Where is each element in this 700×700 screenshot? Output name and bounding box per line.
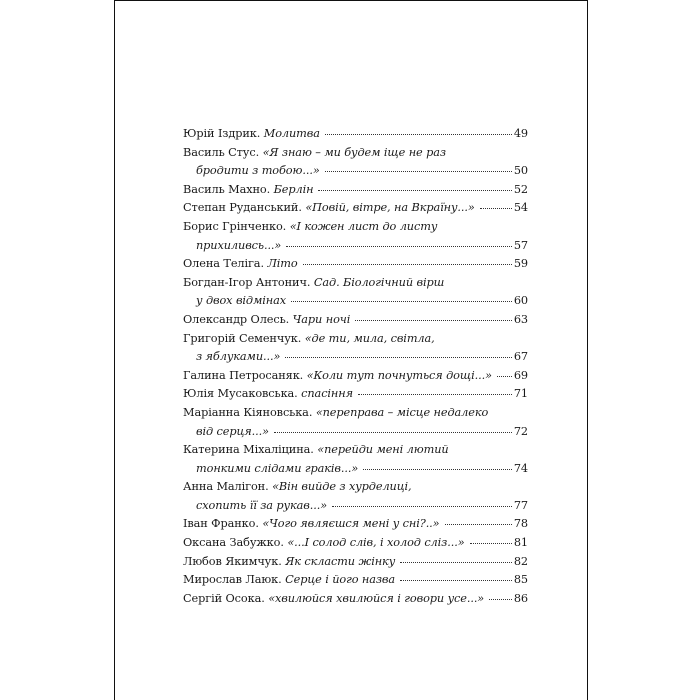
toc-entry-first-line (183, 255, 528, 274)
toc-title: Молитва (263, 127, 320, 140)
toc-entry (183, 441, 528, 478)
toc-title: Чари ночі (292, 312, 351, 326)
toc-title: «хвилюйся хвилюйся і говори усе...» (268, 591, 485, 605)
toc-title: «де ти, мила, світла, (304, 331, 435, 345)
toc-entry-first-line (183, 181, 528, 200)
toc-page-number: 81 (513, 536, 528, 550)
toc-entry (183, 478, 528, 515)
toc-leader-dots (363, 468, 512, 470)
toc-title: «переправа – місце недалеко (315, 405, 489, 419)
toc-entry (183, 404, 528, 441)
toc-entry (183, 534, 528, 553)
toc-title: Берлін (273, 182, 314, 196)
toc-title: «І кожен лист до листу (289, 219, 438, 233)
toc-leader-dots (325, 170, 512, 172)
toc-leader-dots (400, 561, 512, 563)
toc-author: Маріанна Кіяновська. (183, 405, 313, 419)
toc-entry (183, 181, 528, 200)
toc-page-number: 71 (513, 387, 528, 401)
toc-page-number: 72 (513, 424, 528, 438)
toc-entry-continuation-line (183, 292, 528, 311)
toc-leader-dots (303, 263, 512, 265)
toc-page-number: 59 (513, 257, 528, 271)
toc-entry-first-line (183, 311, 528, 330)
toc-page-number: 63 (513, 312, 528, 326)
toc-leader-dots (470, 542, 512, 544)
toc-page-number: 78 (513, 517, 528, 531)
toc-entry-continuation-line (183, 423, 528, 442)
toc-entry-continuation-line (183, 237, 528, 256)
toc-page-number: 82 (513, 554, 528, 568)
toc-title: «Чого являєшся мені у сні?..» (262, 517, 440, 531)
toc-title: Літо (267, 257, 298, 271)
toc-author: Іван Франко. (183, 517, 259, 531)
toc-title: «Я знаю – ми будем іще не раз (262, 145, 446, 159)
toc-entry-continuation-line (183, 497, 528, 516)
toc-leader-dots (358, 393, 512, 395)
toc-author: Олена Теліга. (183, 257, 264, 271)
toc-title: Як скласти жінку (285, 554, 396, 568)
toc-title: Серце і його назва (285, 573, 396, 587)
toc-leader-dots (325, 133, 512, 135)
toc-entry-first-line (183, 553, 528, 572)
toc-leader-dots (291, 300, 512, 302)
toc-author: Борис Грінченко. (183, 219, 287, 233)
toc-author: Григорій Семенчук. (183, 331, 302, 345)
toc-author: Мирослав Лаюк. (183, 573, 282, 587)
toc-entry (183, 218, 528, 255)
toc-leader-dots (285, 356, 512, 358)
toc-title: «Він вийде з хурделиці, (272, 480, 412, 494)
toc-entry (183, 274, 528, 311)
toc-entry-first-line (183, 571, 528, 590)
toc-author: Катерина Міхаліцина. (183, 443, 314, 457)
toc-page-number: 57 (513, 238, 528, 252)
toc-page-number: 60 (513, 294, 528, 308)
toc-entry-first-line (183, 441, 528, 460)
toc-entry-first-line (183, 274, 528, 293)
toc-leader-dots (318, 189, 511, 191)
toc-title: від серця...» (196, 424, 269, 438)
toc-entry-first-line (183, 367, 528, 386)
toc-entry (183, 144, 528, 181)
toc-entry (183, 311, 528, 330)
toc-entry-first-line (183, 199, 528, 218)
toc-entry (183, 199, 528, 218)
toc-leader-dots (355, 319, 512, 321)
toc-title: «...І солод слів, і холод сліз...» (287, 536, 465, 550)
toc-entry (183, 515, 528, 534)
toc-leader-dots (497, 375, 512, 377)
toc-author: Сергій Осока. (183, 591, 265, 605)
toc-author: Богдан-Ігор Антонич. (183, 275, 311, 289)
toc-page-number: 50 (513, 164, 528, 178)
toc-title: у двох відмінах (196, 294, 287, 308)
toc-page-number: 85 (513, 573, 528, 587)
toc-page-number: 74 (513, 461, 528, 475)
toc-title: прихиливсь...» (196, 238, 282, 252)
toc-title: «Повій, вітре, на Вкраїну...» (305, 201, 475, 215)
toc-leader-dots (274, 431, 512, 433)
toc-author: Анна Малігон. (183, 480, 269, 494)
toc-page-number: 52 (513, 182, 528, 196)
toc-entry (183, 553, 528, 572)
toc-leader-dots (400, 579, 512, 581)
toc-leader-dots (332, 505, 512, 507)
toc-entry-first-line (183, 385, 528, 404)
toc-author: Галина Петросаняк. (183, 368, 304, 382)
toc-entry (183, 385, 528, 404)
toc-entry (183, 571, 528, 590)
toc-entry (183, 125, 528, 144)
toc-leader-dots (480, 207, 512, 209)
toc-entry-first-line (183, 404, 528, 423)
toc-author: Василь Стус. (183, 145, 260, 159)
toc-title: «перейди мені лютий (317, 443, 449, 457)
toc-author: Олександр Олесь. (183, 312, 290, 326)
toc-entry-continuation-line (183, 162, 528, 181)
toc-author: Юлія Мусаковська. (183, 387, 298, 401)
toc-leader-dots (445, 523, 512, 525)
toc-page-number: 69 (513, 368, 528, 382)
toc-entry-first-line (183, 478, 528, 497)
toc-page-number: 54 (513, 201, 528, 215)
toc-entry-first-line (183, 330, 528, 349)
toc-title: «Коли тут почнуться дощі...» (306, 368, 492, 382)
toc-leader-dots (489, 598, 512, 600)
toc-entry (183, 330, 528, 367)
toc-entry-first-line (183, 125, 528, 144)
toc-title: бродити з тобою...» (196, 164, 320, 178)
toc-entry (183, 367, 528, 386)
toc-entry-first-line (183, 534, 528, 553)
toc-title: тонкими слідами граків...» (196, 461, 359, 475)
toc-author: Оксана Забужко. (183, 536, 284, 550)
toc-entry-continuation-line (183, 348, 528, 367)
toc-author: Василь Махно. (183, 182, 271, 196)
toc-title: Сад. Біологічний вірш (313, 275, 445, 289)
toc-page-number: 86 (513, 591, 528, 605)
toc-page-number: 49 (513, 127, 528, 140)
toc-entry-first-line (183, 515, 528, 534)
toc-author: Степан Руданський. (183, 201, 302, 215)
toc-author: Юрій Іздрик. (183, 127, 261, 140)
toc-author: Любов Якимчук. (183, 554, 282, 568)
toc-page-number: 67 (513, 350, 528, 364)
toc-entry (183, 590, 528, 609)
toc-entry-continuation-line (183, 460, 528, 479)
toc-entry-first-line (183, 590, 528, 609)
toc-entry-first-line (183, 144, 528, 163)
toc-title: з яблуками...» (196, 350, 281, 364)
toc-title: схопить її за рукав...» (196, 498, 328, 512)
table-of-contents (183, 125, 528, 608)
toc-entry (183, 255, 528, 274)
toc-page-number: 77 (513, 498, 528, 512)
toc-title: спасіння (301, 387, 353, 401)
toc-leader-dots (286, 245, 512, 247)
toc-entry-first-line (183, 218, 528, 237)
